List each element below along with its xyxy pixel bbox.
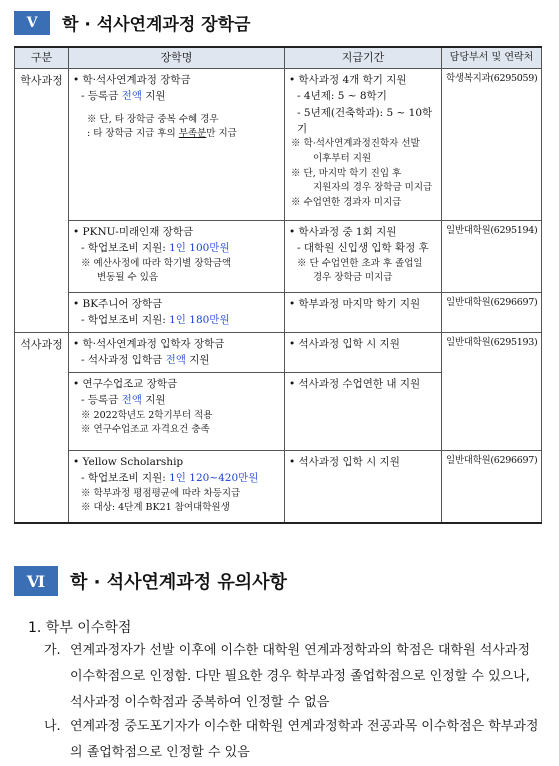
scholarship-name-cell (69, 293, 285, 333)
table-row (15, 333, 542, 373)
scholarship-title: • BK주니어 장학금 (73, 298, 163, 310)
list-item (44, 714, 544, 766)
list-marker: 가. (44, 643, 61, 658)
scholarship-name-cell (69, 373, 285, 451)
period-line: • 학사과정 4개 학기 지원 (289, 74, 407, 86)
scholarship-detail: - 등록금 전액 지원 (81, 90, 166, 103)
scholarship-note: ※ 예산사정에 따라 학기별 장학금액 (81, 257, 232, 269)
scholarship-title: • PKNU-미래인재 장학금 (73, 226, 194, 238)
period-note: 이후부터 지원 (313, 152, 372, 164)
scholarship-title: • 학·석사연계과정 장학금 (73, 74, 191, 86)
list-marker: 나. (44, 719, 61, 734)
scholarship-note: ※ 학부과정 평점평균에 따라 차등지급 (81, 487, 241, 499)
period-cell (285, 373, 442, 451)
scholarship-detail: - 석사과정 입학금 전액 지원 (81, 354, 210, 367)
section5-heading (14, 10, 250, 35)
scholarship-title: • 학·석사연계과정 입학자 장학금 (73, 338, 225, 350)
category-master: 석사과정 (15, 333, 69, 523)
list-text: 연계과정자가 선발 이후에 이수한 대학원 연계과정학과의 학점은 대학원 석사과정 이수학점으로 인정함. 다만 필요한 경우 학부과정 졸업학점으로 인정할 수 있으나, 석사과정 이수학점과 중복하여 인정할 수 없음 (70, 643, 531, 710)
dept-contact: 일반대학원(6295193) (442, 333, 542, 451)
dept-contact: 학생복지과(6295059) (442, 69, 542, 221)
table-row (15, 69, 542, 221)
scholarship-title: • Yellow Scholarship (73, 456, 184, 468)
dept-contact: 일반대학원(6296697) (442, 293, 542, 333)
scholarship-title: • 연구수업조교 장학금 (73, 378, 178, 390)
scholarship-note: ※ 대상: 4단계 BK21 참여대학원생 (81, 502, 230, 514)
period-cell (285, 451, 442, 523)
scholarship-detail: - 등록금 전액 지원 (81, 394, 166, 407)
header-dept: 담당부서 및 연락처 (442, 47, 542, 69)
section5-title: 학 · 석사연계과정 장학금 (62, 15, 251, 35)
scholarship-name-cell (69, 221, 285, 293)
period-line: • 석사과정 입학 시 지원 (289, 456, 400, 468)
header-name: 장학명 (69, 47, 285, 69)
scholarship-detail: - 학업보조비 지원: 1인 120~420만원 (81, 472, 259, 485)
section6-number: Ⅵ (14, 566, 58, 596)
scholarship-note: : 타 장학금 지급 후의 부족분만 지급 (87, 128, 237, 140)
scholarship-name-cell (69, 69, 285, 221)
scholarship-detail: - 학업보조비 지원: 1인 180만원 (81, 314, 230, 327)
header-period: 지급기간 (285, 47, 442, 69)
dept-contact: 일반대학원(6296697) (442, 451, 542, 523)
period-note: 지원자의 경우 장학금 미지급 (313, 182, 433, 194)
scholarship-detail: - 학업보조비 지원: 1인 100만원 (81, 242, 230, 255)
period-line: • 석사과정 수업연한 내 지원 (289, 378, 421, 390)
scholarship-table (14, 46, 542, 524)
scholarship-note: ※ 연구수업조교 자격요건 충족 (81, 424, 210, 436)
table-header-row (15, 47, 542, 69)
section6-heading (14, 566, 287, 596)
section5-number: Ⅴ (14, 11, 50, 35)
period-note: ※ 단, 마지막 학기 진입 후 (291, 167, 402, 179)
section6-title: 학 · 석사연계과정 유의사항 (70, 572, 287, 593)
period-line: • 학부과정 마지막 학기 지원 (289, 298, 421, 310)
period-line: • 석사과정 입학 시 지원 (289, 338, 400, 350)
scholarship-name-cell (69, 333, 285, 373)
period-note: ※ 학·석사연계과정진학자 선발 (291, 138, 420, 150)
table-row (15, 293, 542, 333)
scholarship-note: 변동될 수 있음 (97, 272, 159, 284)
period-cell (285, 293, 442, 333)
header-category: 구분 (15, 47, 69, 69)
subsection-title: 1. 학부 이수학점 (28, 620, 132, 636)
period-line: - 대학원 신입생 입학 확정 후 (297, 242, 429, 255)
period-cell (285, 69, 442, 221)
period-note: ※ 단 수업연한 초과 후 졸업일 (297, 257, 423, 269)
table-row (15, 221, 542, 293)
scholarship-note: ※ 단, 타 장학금 중복 수혜 경우 (87, 113, 219, 125)
list-item (44, 638, 544, 716)
period-cell (285, 221, 442, 293)
period-cell (285, 333, 442, 373)
list-text: 연계과정 중도포기자가 이수한 대학원 연계과정학과 전공과목 이수학점은 학부과정의 졸업학점으로 인정할 수 있음 (70, 719, 539, 760)
scholarship-note: ※ 2022학년도 2학기부터 적용 (81, 409, 213, 421)
table-row (15, 451, 542, 523)
period-note: ※ 수업연한 경과자 미지급 (291, 196, 402, 208)
period-line: • 학사과정 중 1회 지원 (289, 226, 397, 238)
period-note: 경우 장학금 미지급 (313, 272, 393, 284)
category-undergrad: 학사과정 (15, 69, 69, 333)
dept-contact: 일반대학원(6295194) (442, 221, 542, 293)
period-line: - 4년제: 5 ~ 8학기 (297, 90, 387, 103)
period-line: - 5년제(건축학과): 5 ~ 10학기 (297, 106, 433, 135)
scholarship-name-cell (69, 451, 285, 523)
